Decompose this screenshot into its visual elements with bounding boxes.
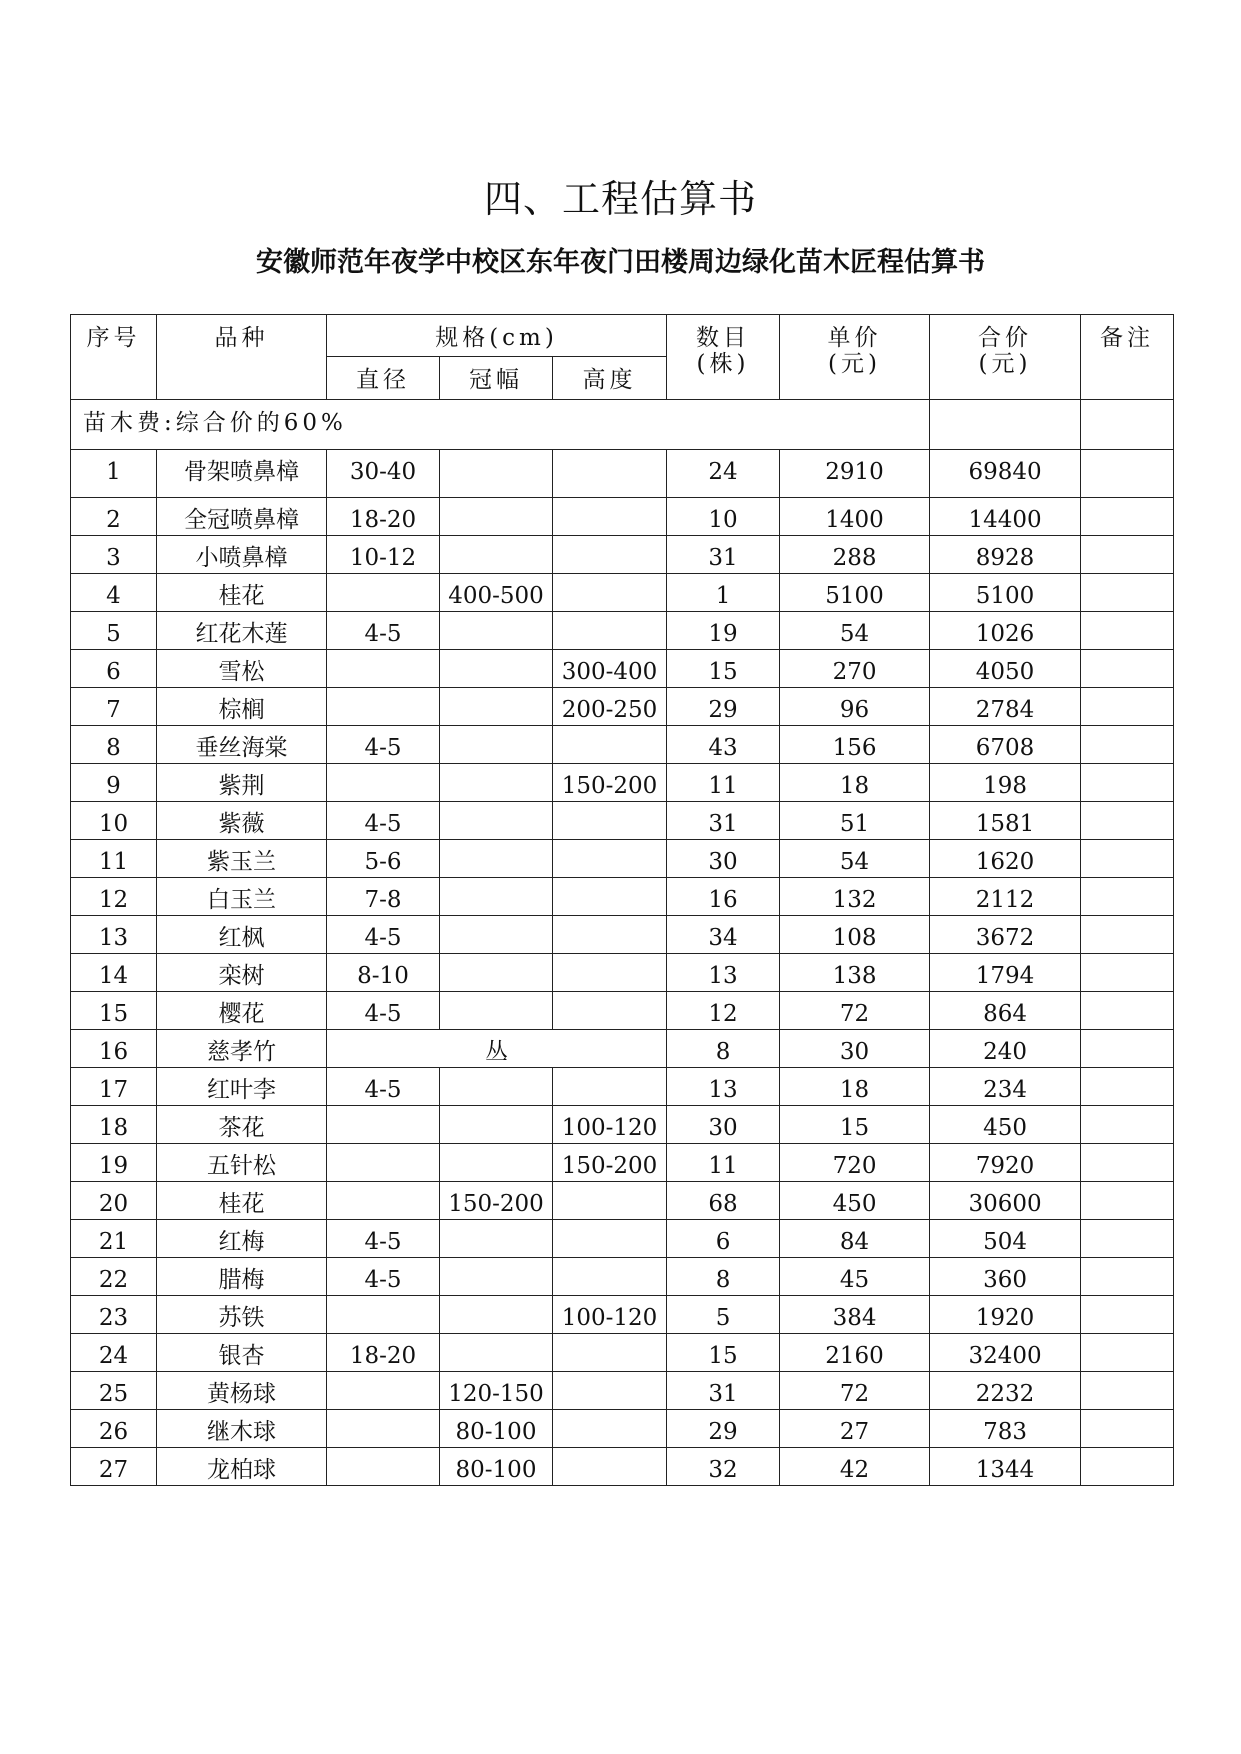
row-qty: 68 (667, 1182, 780, 1220)
row-diameter (327, 1448, 440, 1486)
row-variety: 红叶李 (157, 1068, 327, 1106)
row-qty: 1 (667, 574, 780, 612)
row-variety: 垂丝海棠 (157, 726, 327, 764)
row-crown: 120-150 (440, 1372, 553, 1410)
row-crown (440, 1296, 553, 1334)
row-crown (440, 840, 553, 878)
row-price: 30 (780, 1030, 930, 1068)
header-qty-line1: 数目 (696, 325, 751, 351)
row-crown (440, 612, 553, 650)
row-height: 300-400 (553, 650, 667, 688)
row-height (553, 954, 667, 992)
row-diameter (327, 1144, 440, 1182)
row-height: 150-200 (553, 1144, 667, 1182)
header-row (71, 315, 1174, 357)
table-row (71, 1144, 1174, 1182)
row-no: 3 (71, 536, 157, 574)
row-height (553, 840, 667, 878)
header-diameter: 直径 (327, 357, 440, 400)
row-price: 132 (780, 878, 930, 916)
row-variety: 紫荆 (157, 764, 327, 802)
row-total: 234 (930, 1068, 1081, 1106)
row-crown (440, 878, 553, 916)
row-variety: 白玉兰 (157, 878, 327, 916)
row-variety: 银杏 (157, 1334, 327, 1372)
row-variety: 黄杨球 (157, 1372, 327, 1410)
row-crown (440, 726, 553, 764)
table-row (71, 764, 1174, 802)
header-total-line2: (元) (978, 351, 1032, 377)
row-crown (440, 992, 553, 1030)
row-variety: 栾树 (157, 954, 327, 992)
row-remark (1081, 840, 1174, 878)
row-qty: 16 (667, 878, 780, 916)
row-variety: 苏铁 (157, 1296, 327, 1334)
row-remark (1081, 1068, 1174, 1106)
row-total: 5100 (930, 574, 1081, 612)
row-price: 42 (780, 1448, 930, 1486)
row-price: 51 (780, 802, 930, 840)
row-total: 3672 (930, 916, 1081, 954)
row-no: 6 (71, 650, 157, 688)
row-price: 2910 (780, 450, 930, 498)
header-price-line2: (元) (828, 351, 881, 377)
row-total: 2232 (930, 1372, 1081, 1410)
row-remark (1081, 802, 1174, 840)
row-diameter: 7-8 (327, 878, 440, 916)
table-row (71, 1220, 1174, 1258)
header-variety: 品种 (157, 315, 327, 400)
row-price: 27 (780, 1410, 930, 1448)
row-crown (440, 688, 553, 726)
row-crown (440, 1144, 553, 1182)
row-diameter (327, 688, 440, 726)
row-spec-span: 丛 (327, 1030, 667, 1068)
row-diameter: 4-5 (327, 612, 440, 650)
row-remark (1081, 1220, 1174, 1258)
row-crown (440, 1258, 553, 1296)
row-variety: 桂花 (157, 1182, 327, 1220)
row-remark (1081, 1030, 1174, 1068)
row-crown (440, 916, 553, 954)
header-no: 序号 (71, 315, 157, 400)
row-price: 45 (780, 1258, 930, 1296)
row-qty: 24 (667, 450, 780, 498)
row-remark (1081, 1334, 1174, 1372)
row-diameter: 4-5 (327, 1220, 440, 1258)
row-price: 72 (780, 992, 930, 1030)
table-row (71, 1068, 1174, 1106)
header-qty (667, 315, 780, 400)
row-height (553, 916, 667, 954)
row-height (553, 878, 667, 916)
row-height: 150-200 (553, 764, 667, 802)
row-height: 100-120 (553, 1296, 667, 1334)
row-height (553, 612, 667, 650)
row-diameter: 4-5 (327, 802, 440, 840)
table-row (71, 878, 1174, 916)
row-crown (440, 450, 553, 498)
row-crown (440, 764, 553, 802)
row-price: 15 (780, 1106, 930, 1144)
row-qty: 43 (667, 726, 780, 764)
row-price: 270 (780, 650, 930, 688)
table-row (71, 612, 1174, 650)
row-price: 384 (780, 1296, 930, 1334)
row-variety: 慈孝竹 (157, 1030, 327, 1068)
row-total: 240 (930, 1030, 1081, 1068)
row-remark (1081, 1448, 1174, 1486)
table-row (71, 1296, 1174, 1334)
row-height (553, 1258, 667, 1296)
row-crown: 150-200 (440, 1182, 553, 1220)
row-qty: 12 (667, 992, 780, 1030)
row-no: 14 (71, 954, 157, 992)
row-no: 17 (71, 1068, 157, 1106)
row-diameter: 4-5 (327, 916, 440, 954)
row-qty: 15 (667, 1334, 780, 1372)
row-height (553, 726, 667, 764)
row-diameter (327, 764, 440, 802)
row-qty: 29 (667, 1410, 780, 1448)
table-row (71, 450, 1174, 498)
row-height (553, 1334, 667, 1372)
table-row (71, 574, 1174, 612)
row-height (553, 992, 667, 1030)
row-total: 4050 (930, 650, 1081, 688)
table-row (71, 802, 1174, 840)
row-crown (440, 1068, 553, 1106)
row-total: 1581 (930, 802, 1081, 840)
row-total: 2112 (930, 878, 1081, 916)
table-row (71, 992, 1174, 1030)
row-crown (440, 650, 553, 688)
row-qty: 6 (667, 1220, 780, 1258)
row-remark (1081, 726, 1174, 764)
row-diameter (327, 1106, 440, 1144)
row-price: 720 (780, 1144, 930, 1182)
row-qty: 30 (667, 1106, 780, 1144)
row-height (553, 450, 667, 498)
row-diameter (327, 1296, 440, 1334)
row-qty: 15 (667, 650, 780, 688)
row-diameter: 18-20 (327, 1334, 440, 1372)
row-price: 108 (780, 916, 930, 954)
row-no: 10 (71, 802, 157, 840)
row-crown: 80-100 (440, 1448, 553, 1486)
row-diameter: 4-5 (327, 1068, 440, 1106)
row-price: 84 (780, 1220, 930, 1258)
row-height (553, 1220, 667, 1258)
row-variety: 红花木莲 (157, 612, 327, 650)
row-diameter: 18-20 (327, 498, 440, 536)
row-variety: 红枫 (157, 916, 327, 954)
row-remark (1081, 574, 1174, 612)
row-remark (1081, 1372, 1174, 1410)
row-crown (440, 954, 553, 992)
row-total: 30600 (930, 1182, 1081, 1220)
row-no: 4 (71, 574, 157, 612)
row-diameter (327, 650, 440, 688)
row-remark (1081, 1144, 1174, 1182)
row-remark (1081, 1258, 1174, 1296)
row-total: 7920 (930, 1144, 1081, 1182)
row-qty: 8 (667, 1030, 780, 1068)
row-no: 12 (71, 878, 157, 916)
row-height (553, 802, 667, 840)
row-remark (1081, 1106, 1174, 1144)
row-total: 360 (930, 1258, 1081, 1296)
row-qty: 11 (667, 1144, 780, 1182)
row-price: 96 (780, 688, 930, 726)
row-total: 8928 (930, 536, 1081, 574)
section-row (71, 400, 1174, 450)
section-total-cell (930, 400, 1081, 450)
row-remark (1081, 688, 1174, 726)
row-no: 19 (71, 1144, 157, 1182)
row-height (553, 536, 667, 574)
row-diameter: 8-10 (327, 954, 440, 992)
row-variety: 樱花 (157, 992, 327, 1030)
header-height: 高度 (553, 357, 667, 400)
row-variety: 棕榈 (157, 688, 327, 726)
row-crown (440, 1106, 553, 1144)
row-price: 1400 (780, 498, 930, 536)
row-remark (1081, 1296, 1174, 1334)
table-row (71, 1372, 1174, 1410)
row-total: 1344 (930, 1448, 1081, 1486)
row-total: 504 (930, 1220, 1081, 1258)
document-subtitle: 安徽师范年夜学中校区东年夜门田楼周边绿化苗木匠程估算书 (256, 247, 985, 278)
row-qty: 30 (667, 840, 780, 878)
table-row (71, 1334, 1174, 1372)
row-remark (1081, 498, 1174, 536)
header-total (930, 315, 1081, 400)
row-crown (440, 1220, 553, 1258)
row-no: 11 (71, 840, 157, 878)
row-remark (1081, 1410, 1174, 1448)
row-no: 16 (71, 1030, 157, 1068)
row-crown (440, 802, 553, 840)
row-height: 100-120 (553, 1106, 667, 1144)
table-row (71, 688, 1174, 726)
row-no: 5 (71, 612, 157, 650)
row-diameter: 4-5 (327, 726, 440, 764)
row-no: 21 (71, 1220, 157, 1258)
row-price: 138 (780, 954, 930, 992)
header-crown: 冠幅 (440, 357, 553, 400)
row-no: 27 (71, 1448, 157, 1486)
row-total: 198 (930, 764, 1081, 802)
row-no: 22 (71, 1258, 157, 1296)
row-price: 450 (780, 1182, 930, 1220)
row-variety: 桂花 (157, 574, 327, 612)
row-variety: 雪松 (157, 650, 327, 688)
row-remark (1081, 954, 1174, 992)
row-diameter: 5-6 (327, 840, 440, 878)
row-no: 1 (71, 450, 157, 498)
row-total: 32400 (930, 1334, 1081, 1372)
row-height (553, 1372, 667, 1410)
row-qty: 31 (667, 536, 780, 574)
row-no: 18 (71, 1106, 157, 1144)
row-price: 18 (780, 764, 930, 802)
row-diameter: 4-5 (327, 1258, 440, 1296)
row-diameter (327, 1410, 440, 1448)
row-no: 15 (71, 992, 157, 1030)
row-variety: 龙柏球 (157, 1448, 327, 1486)
row-total: 69840 (930, 450, 1081, 498)
row-price: 54 (780, 612, 930, 650)
document-title: 四、工程估算书 (483, 177, 757, 221)
row-remark (1081, 764, 1174, 802)
table-row (71, 1182, 1174, 1220)
row-no: 23 (71, 1296, 157, 1334)
row-remark (1081, 1182, 1174, 1220)
row-variety: 腊梅 (157, 1258, 327, 1296)
header-spec: 规格(cm) (327, 315, 667, 357)
row-qty: 11 (667, 764, 780, 802)
row-price: 72 (780, 1372, 930, 1410)
row-diameter: 4-5 (327, 992, 440, 1030)
row-total: 14400 (930, 498, 1081, 536)
row-no: 25 (71, 1372, 157, 1410)
row-variety: 五针松 (157, 1144, 327, 1182)
row-height (553, 1182, 667, 1220)
row-crown: 400-500 (440, 574, 553, 612)
row-no: 24 (71, 1334, 157, 1372)
row-remark (1081, 450, 1174, 498)
row-total: 864 (930, 992, 1081, 1030)
row-qty: 34 (667, 916, 780, 954)
row-qty: 13 (667, 1068, 780, 1106)
table-row (71, 726, 1174, 764)
header-price-line1: 单价 (827, 325, 882, 351)
table-row (71, 536, 1174, 574)
row-total: 1920 (930, 1296, 1081, 1334)
row-qty: 29 (667, 688, 780, 726)
row-total: 783 (930, 1410, 1081, 1448)
header-qty-line2: (株) (696, 351, 750, 377)
row-variety: 紫薇 (157, 802, 327, 840)
row-no: 8 (71, 726, 157, 764)
row-remark (1081, 536, 1174, 574)
row-qty: 19 (667, 612, 780, 650)
row-height (553, 1410, 667, 1448)
row-qty: 5 (667, 1296, 780, 1334)
row-variety: 茶花 (157, 1106, 327, 1144)
row-qty: 10 (667, 498, 780, 536)
header-total-line1: 合价 (978, 325, 1033, 351)
row-diameter (327, 574, 440, 612)
row-height: 200-250 (553, 688, 667, 726)
row-crown (440, 536, 553, 574)
row-qty: 13 (667, 954, 780, 992)
table-row (71, 498, 1174, 536)
row-diameter (327, 1182, 440, 1220)
row-remark (1081, 992, 1174, 1030)
row-height (553, 1448, 667, 1486)
table-row (71, 1030, 1174, 1068)
row-crown: 80-100 (440, 1410, 553, 1448)
row-remark (1081, 878, 1174, 916)
row-no: 20 (71, 1182, 157, 1220)
row-qty: 31 (667, 802, 780, 840)
row-crown (440, 1334, 553, 1372)
estimate-table (70, 314, 1174, 1486)
row-variety: 骨架喷鼻樟 (157, 450, 327, 498)
row-crown (440, 498, 553, 536)
table-row (71, 1410, 1174, 1448)
row-no: 13 (71, 916, 157, 954)
row-diameter: 10-12 (327, 536, 440, 574)
table-row (71, 916, 1174, 954)
row-remark (1081, 650, 1174, 688)
row-total: 6708 (930, 726, 1081, 764)
row-remark (1081, 916, 1174, 954)
row-no: 2 (71, 498, 157, 536)
table-body (71, 450, 1174, 1486)
section-remark-cell (1081, 400, 1174, 450)
row-qty: 31 (667, 1372, 780, 1410)
row-variety: 红梅 (157, 1220, 327, 1258)
table-row (71, 1106, 1174, 1144)
row-total: 1620 (930, 840, 1081, 878)
row-price: 288 (780, 536, 930, 574)
row-qty: 8 (667, 1258, 780, 1296)
row-no: 26 (71, 1410, 157, 1448)
row-price: 18 (780, 1068, 930, 1106)
row-variety: 全冠喷鼻樟 (157, 498, 327, 536)
table-row (71, 954, 1174, 992)
row-price: 156 (780, 726, 930, 764)
row-total: 2784 (930, 688, 1081, 726)
row-remark (1081, 612, 1174, 650)
header-price (780, 315, 930, 400)
row-diameter: 30-40 (327, 450, 440, 498)
table-row (71, 840, 1174, 878)
row-total: 450 (930, 1106, 1081, 1144)
table-row (71, 650, 1174, 688)
header-remark: 备注 (1081, 315, 1174, 400)
row-height (553, 1068, 667, 1106)
row-variety: 小喷鼻樟 (157, 536, 327, 574)
table-row (71, 1258, 1174, 1296)
row-height (553, 574, 667, 612)
row-total: 1026 (930, 612, 1081, 650)
row-no: 9 (71, 764, 157, 802)
row-diameter (327, 1372, 440, 1410)
row-no: 7 (71, 688, 157, 726)
row-qty: 32 (667, 1448, 780, 1486)
table-row (71, 1448, 1174, 1486)
row-price: 5100 (780, 574, 930, 612)
section-note: 苗木费:综合价的60% (71, 400, 930, 450)
row-variety: 继木球 (157, 1410, 327, 1448)
row-total: 1794 (930, 954, 1081, 992)
row-variety: 紫玉兰 (157, 840, 327, 878)
row-price: 2160 (780, 1334, 930, 1372)
row-price: 54 (780, 840, 930, 878)
row-height (553, 498, 667, 536)
